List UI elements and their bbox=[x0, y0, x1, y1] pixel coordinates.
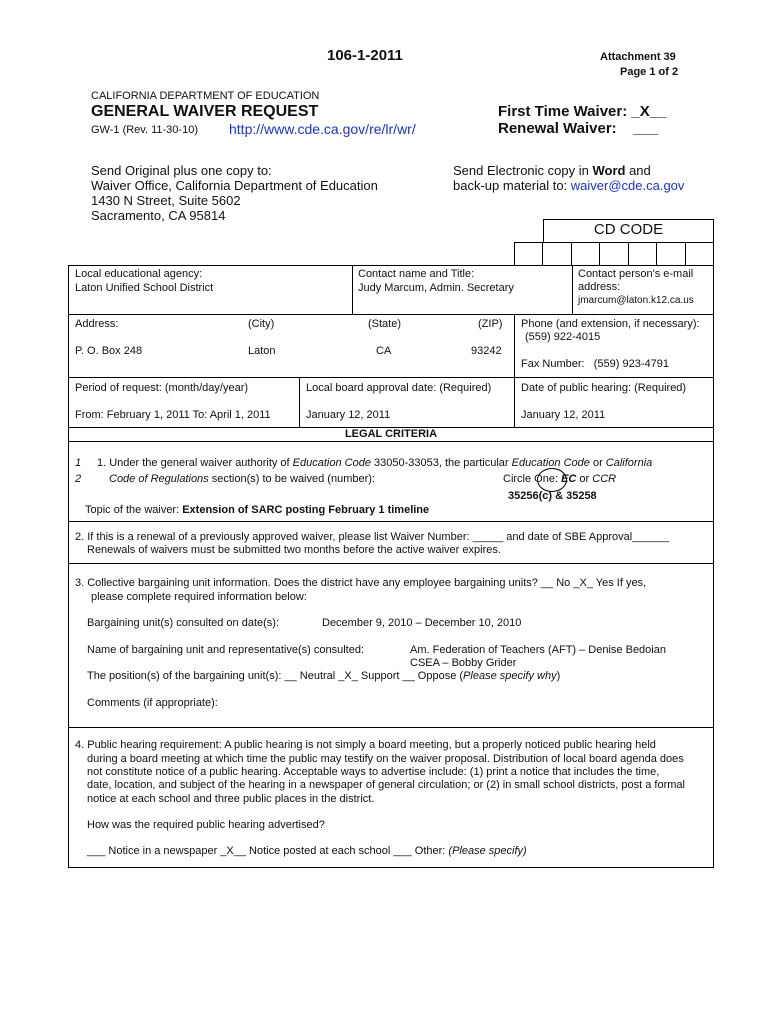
public-hearing-value[interactable]: January 12, 2011 bbox=[521, 409, 606, 421]
period-value[interactable]: From: February 1, 2011 To: April 1, 2011 bbox=[75, 409, 271, 421]
bargaining-unit-label: Name of bargaining unit and representative(s) consulted: bbox=[87, 644, 364, 656]
regulations-line: Code of Regulations section(s) to be waived (number): bbox=[109, 473, 375, 485]
zip-value[interactable]: 93242 bbox=[471, 345, 502, 357]
address-value[interactable]: P. O. Box 248 bbox=[75, 345, 143, 357]
waiver-topic: Topic of the waiver: Extension of SARC posting February 1 timeline bbox=[85, 504, 430, 516]
hearing-requirement-line-2: during a board meeting at which time the public may testify on the waiver proposal. Distribution of local board agenda does bbox=[87, 753, 684, 765]
department-name: CALIFORNIA DEPARTMENT OF EDUCATION bbox=[91, 90, 320, 102]
email-value[interactable]: jmarcum@laton.k12.ca.us bbox=[578, 295, 694, 306]
phone-label: Phone (and extension, if necessary): bbox=[521, 318, 700, 330]
board-approval-value[interactable]: January 12, 2011 bbox=[306, 409, 391, 421]
street-line: 1430 N Street, Suite 5602 bbox=[91, 193, 241, 208]
renewal-waiver: Renewal Waiver: ___ bbox=[498, 120, 659, 137]
lea-label: Local educational agency: bbox=[75, 268, 203, 280]
first-time-waiver-mark: _X__ bbox=[631, 103, 667, 120]
hearing-requirement-line-3: not constitute notice of a public hearing. Acceptable ways to advertise include: (1) print a notice that includes the time, bbox=[87, 766, 660, 778]
item-number-2: 2 bbox=[75, 473, 82, 485]
hearing-requirement-line-4: date, location, and subject of the hearing in a newspaper of general circulation; or (2) in small school districts, post a formal bbox=[87, 779, 685, 791]
board-approval-label: Local board approval date: (Required) bbox=[306, 382, 492, 394]
contact-label: Contact name and Title: bbox=[358, 268, 475, 280]
bargaining-question: 3. Collective bargaining unit information. Does the district have any employee bargaining units? __ No _X_ Yes If yes, bbox=[75, 577, 647, 589]
email-label: Contact person's e-mail bbox=[578, 268, 694, 280]
bargaining-instruction: please complete required information below: bbox=[91, 591, 307, 603]
fax-field bbox=[521, 358, 669, 370]
phone-value[interactable]: (559) 922-4015 bbox=[525, 331, 601, 343]
circle-one-selector[interactable]: Circle One: EC or CCR bbox=[503, 473, 617, 485]
city-label: (City) bbox=[248, 318, 275, 330]
waiver-office-line: Waiver Office, California Department of Education bbox=[91, 178, 378, 193]
document-number: 106-1-2011 bbox=[327, 47, 403, 64]
bargaining-position: The position(s) of the bargaining unit(s): __ Neutral _X_ Support __ Oppose (Please specify why) bbox=[87, 670, 561, 682]
ccr-option[interactable]: CCR bbox=[592, 473, 617, 485]
cd-code-entry-boxes[interactable] bbox=[514, 242, 714, 266]
bargaining-unit-value-2[interactable]: CSEA – Bobby Grider bbox=[410, 657, 517, 669]
renewal-note: Renewals of waivers must be submitted two months before the active waiver expires. bbox=[87, 544, 501, 556]
legal-criteria-heading: LEGAL CRITERIA bbox=[344, 428, 438, 440]
waived-sections[interactable]: 35256(c) & 35258 bbox=[508, 490, 597, 502]
form-code: GW-1 (Rev. 11-30-10) bbox=[91, 124, 198, 136]
legal-authority-line: 1. Under the general waiver authority of Education Code 33050-33053, the particular Education Code or California bbox=[97, 457, 653, 469]
address-label: Address: bbox=[75, 318, 119, 330]
renewal-waiver-mark: ___ bbox=[633, 120, 659, 137]
waiver-topic-value[interactable]: Extension of SARC posting February 1 timeline bbox=[182, 504, 430, 516]
consulted-value[interactable]: December 9, 2010 – December 10, 2010 bbox=[322, 617, 522, 629]
zip-label: (ZIP) bbox=[478, 318, 503, 330]
waiver-email-link[interactable]: waiver@cde.ca.gov bbox=[570, 178, 685, 193]
bargaining-unit-value-1[interactable]: Am. Federation of Teachers (AFT) – Denise Bedoian bbox=[410, 644, 666, 656]
public-hearing-label: Date of public hearing: (Required) bbox=[521, 382, 687, 394]
period-label: Period of request: (month/day/year) bbox=[75, 382, 249, 394]
state-label: (State) bbox=[368, 318, 402, 330]
first-time-waiver: First Time Waiver: _X__ bbox=[498, 103, 667, 120]
item-number-1: 1 bbox=[75, 457, 82, 469]
send-electronic-line: Send Electronic copy in Word and bbox=[453, 163, 651, 178]
city-line: Sacramento, CA 95814 bbox=[91, 208, 226, 223]
fax-value[interactable]: (559) 923-4791 bbox=[593, 358, 669, 370]
renewal-question: 2. If this is a renewal of a previously approved waiver, please list Waiver Number: _____ and date of SBE Approval______ bbox=[75, 531, 669, 543]
comments-label: Comments (if appropriate): bbox=[87, 697, 218, 709]
email-label-2: address: bbox=[578, 281, 621, 293]
form-title: GENERAL WAIVER REQUEST bbox=[91, 103, 319, 120]
ec-circle-mark bbox=[537, 468, 567, 492]
consulted-label: Bargaining unit(s) consulted on date(s): bbox=[87, 617, 279, 629]
fax-label: Fax Number: bbox=[521, 358, 585, 370]
city-value[interactable]: Laton bbox=[248, 345, 276, 357]
hearing-advertised-options[interactable]: ___ Notice in a newspaper _X__ Notice posted at each school ___ Other: (Please specify) bbox=[87, 845, 527, 857]
hearing-requirement-line-5: notice at each school and three public places in the district. bbox=[87, 793, 375, 805]
hearing-requirement-line-1: 4. Public hearing requirement: A public hearing is not simply a board meeting, but a properly noticed public hearing held bbox=[75, 739, 656, 751]
send-original-line: Send Original plus one copy to: bbox=[91, 163, 272, 178]
lea-value[interactable]: Laton Unified School District bbox=[75, 282, 214, 294]
form-url-link[interactable]: http://www.cde.ca.gov/re/lr/wr/ bbox=[229, 121, 416, 137]
contact-value[interactable]: Judy Marcum, Admin. Secretary bbox=[358, 282, 514, 294]
backup-material-line: back-up material to: waiver@cde.ca.gov bbox=[453, 178, 685, 193]
page-indicator: Page 1 of 2 bbox=[620, 66, 679, 78]
ec-option[interactable]: EC bbox=[561, 473, 577, 485]
attachment-label: Attachment 39 bbox=[600, 51, 676, 63]
cd-code-label: CD CODE bbox=[593, 221, 664, 238]
hearing-advertised-question: How was the required public hearing advertised? bbox=[87, 819, 325, 831]
state-value[interactable]: CA bbox=[376, 345, 392, 357]
